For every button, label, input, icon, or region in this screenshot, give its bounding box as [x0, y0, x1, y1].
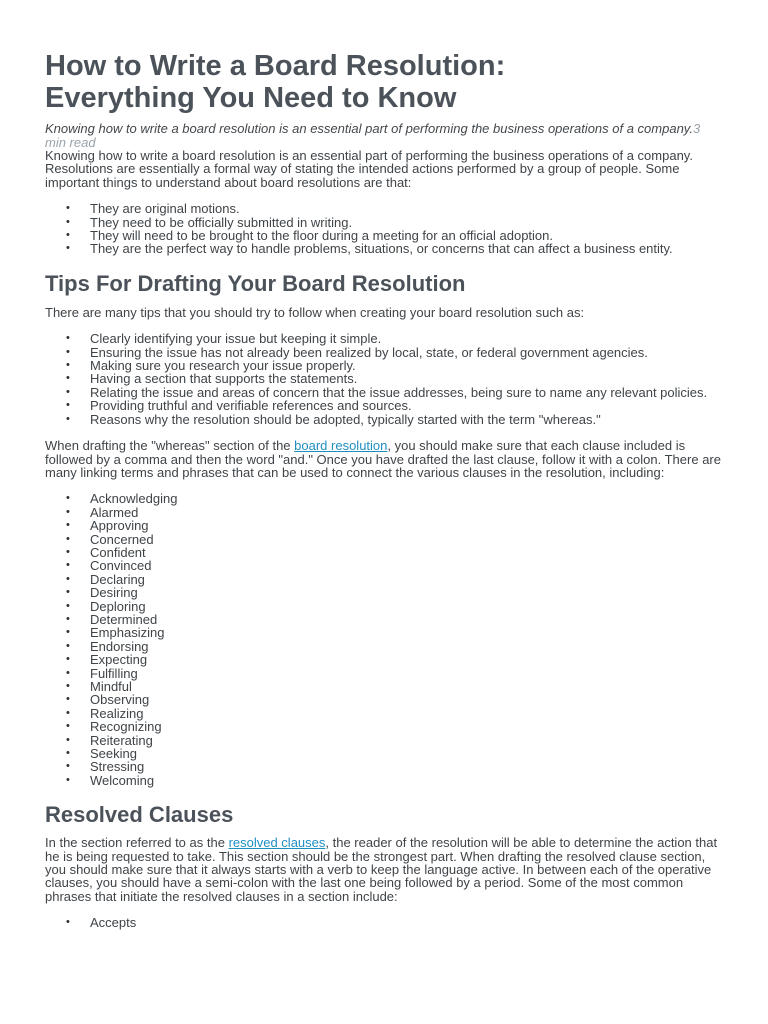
list-item: • They are original motions. — [45, 202, 723, 215]
board-resolution-link[interactable]: board resolution — [294, 438, 388, 454]
list-item: • Recognizing — [45, 720, 723, 733]
list-item: • Accepts — [45, 916, 723, 929]
list-item: • Having a section that supports the statements. — [45, 372, 723, 385]
list-item: • Stressing — [45, 760, 723, 773]
list-item: • They will need to be brought to the floor during a meeting for an official adoption. — [45, 229, 723, 242]
whereas-paragraph — [45, 439, 723, 479]
read-time: 3 min read — [45, 121, 701, 150]
resolved-list — [45, 916, 723, 929]
tips-list — [45, 332, 723, 426]
title-line-1: How to Write a Board Resolution: — [45, 50, 506, 82]
title-line-2: Everything You Need to Know — [45, 82, 457, 114]
list-item: • Acknowledging — [45, 492, 723, 505]
resolved-text-after: , the reader of the resolution will be able to determine the action that he is being requested to take. This section should be the strongest part. When drafting the resolved clause section, you should make sure that it always starts with a verb to keep the language active. In between each of the operative clauses, you should have a semi-colon with the last one being followed by a period. Some of the most common phrases that initiate the resolved clauses in a section include: — [45, 835, 718, 904]
whereas-text-before: When drafting the "whereas" section of the — [45, 438, 295, 454]
list-item: • They need to be officially submitted in writing. — [45, 216, 723, 229]
list-item: • Determined — [45, 613, 723, 626]
list-item: • Reiterating — [45, 734, 723, 747]
list-item: • Confident — [45, 546, 723, 559]
list-item: • Declaring — [45, 573, 723, 586]
list-item: • Concerned — [45, 533, 723, 546]
list-item: • Ensuring the issue has not already been realized by local, state, or federal government agencies. — [45, 346, 723, 359]
list-item: • Fulfilling — [45, 667, 723, 680]
list-item: • They are the perfect way to handle problems, situations, or concerns that can affect a business entity. — [45, 242, 723, 255]
list-item: • Convinced — [45, 559, 723, 572]
intro-paragraph: Knowing how to write a board resolution is an essential part of performing the business operations of a company. Resolutions are essentially a formal way of stating the intended actions performed by a group of people. Some important things to understand about board resolutions are that: — [45, 148, 693, 190]
list-item: • Alarmed — [45, 506, 723, 519]
linking-terms-list — [45, 492, 723, 787]
list-item: • Making sure you research your issue properly. — [45, 359, 723, 372]
resolved-clauses-link[interactable]: resolved clauses — [228, 835, 326, 851]
list-item: • Endorsing — [45, 640, 723, 653]
section-heading-tips: Tips For Drafting Your Board Resolution — [45, 270, 466, 296]
intro-list — [45, 202, 723, 256]
list-item: • Relating the issue and areas of concern that the issue addresses, being sure to name any relevant policies. — [45, 386, 723, 399]
page-title — [45, 50, 723, 114]
section-heading-resolved: Resolved Clauses — [45, 802, 234, 828]
resolved-text-before: In the section referred to as the — [45, 835, 229, 851]
list-item: • Observing — [45, 693, 723, 706]
list-item: • Seeking — [45, 747, 723, 760]
list-item: • Mindful — [45, 680, 723, 693]
list-item: • Approving — [45, 519, 723, 532]
resolved-paragraph — [45, 836, 723, 903]
list-item: • Deploring — [45, 600, 723, 613]
tips-intro: There are many tips that you should try to follow when creating your board resolution such as: — [45, 304, 585, 320]
list-item: • Expecting — [45, 653, 723, 666]
article-subtitle — [45, 122, 723, 149]
list-item: • Realizing — [45, 707, 723, 720]
list-item: • Emphasizing — [45, 626, 723, 639]
whereas-text-after: , you should make sure that each clause included is followed by a comma and then the word "and." Once you have drafted the last clause, follow it with a colon. There are many linking terms and phrases that can be used to connect the various clauses in the resolution, including: — [45, 438, 721, 480]
subtitle-text: Knowing how to write a board resolution is an essential part of performing the business operations of a company. — [45, 121, 693, 136]
list-item: • Clearly identifying your issue but keeping it simple. — [45, 332, 723, 345]
list-item: • Providing truthful and verifiable references and sources. — [45, 399, 723, 412]
list-item: • Desiring — [45, 586, 723, 599]
list-item: • Welcoming — [45, 774, 723, 787]
list-item: • Reasons why the resolution should be adopted, typically started with the term "whereas." — [45, 413, 723, 426]
